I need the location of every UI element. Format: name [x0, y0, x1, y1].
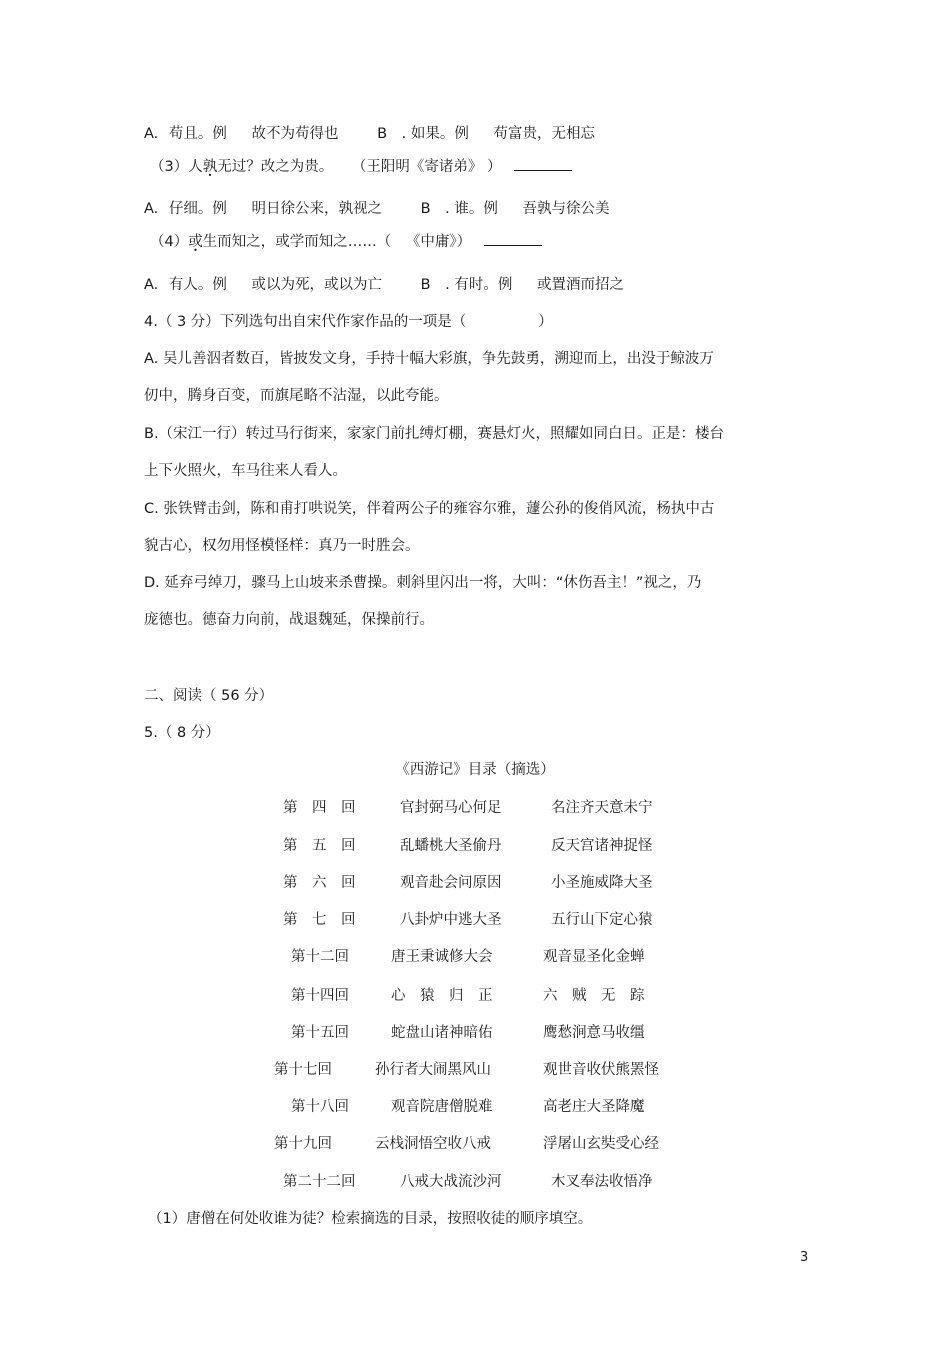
toc-chapter-number: 第 四 回 — [283, 800, 356, 816]
option-b-example: 苟富贵，无相忘 — [493, 126, 595, 142]
toc-left-title: 官封弼马心何足 — [400, 800, 502, 816]
option-a-label: A. — [144, 126, 159, 142]
option-a-text: 有人。例 — [168, 277, 227, 293]
toc-right-title: 五行山下定心猿 — [551, 912, 653, 928]
toc-chapter-number: 第 五 回 — [283, 838, 356, 854]
sub3-source: （王阳明《寄诸弟》 ） — [351, 159, 502, 175]
option-b-text: . 如果。例 — [401, 126, 469, 142]
q4-stem-end: ） — [538, 314, 553, 330]
toc-chapter-number: 第 六 回 — [283, 875, 356, 891]
q4-option-b-line2: 上下火照火，车马往来人看人。 — [144, 463, 347, 479]
toc-right-title: 观音显圣化金蝉 — [543, 949, 645, 965]
option-b-label: B — [420, 201, 431, 217]
toc-left-title: 蛇盘山诸神暗佑 — [391, 1025, 493, 1041]
section-heading: 二、阅读（ 56 分） — [144, 688, 274, 704]
toc-right-title: 木叉奉法收悟净 — [551, 1174, 653, 1190]
q4-option-d-line1: D. 延弃弓绰刀，骤马上山坡来杀曹操。刺斜里闪出一将，大叫：“休伤吾主！”视之，乃 — [144, 575, 702, 591]
toc-left-title: 云栈洞悟空收八戒 — [375, 1136, 491, 1152]
sub3-options-line — [144, 199, 610, 219]
q4-stem-text: 4.（ 3 分）下列选句出自宋代作家作品的一项是（ — [144, 314, 467, 330]
option-a-example: 明日徐公来，孰视之 — [251, 201, 382, 217]
sub3-dotted-char: 孰 — [202, 159, 218, 175]
q4-option-a-line1: A. 吴儿善泅者数百，皆披发文身，手持十幅大彩旗，争先鼓勇，溯迎而上，出没于鲸波万 — [144, 351, 714, 367]
toc-left-title: 八卦炉中逃大圣 — [400, 912, 502, 928]
toc-right-title: 反天宫诸神捉怪 — [551, 838, 653, 854]
toc-right-title: 名注齐天意未宁 — [551, 800, 653, 816]
option-b-example: 或置酒而招之 — [537, 277, 624, 293]
toc-chapter-number: 第十九回 — [274, 1136, 332, 1152]
q4-option-d-line2: 庞德也。德奋力向前，战退魏延，保操前行。 — [144, 612, 434, 628]
q4-option-c-line2: 貌古心，权勿用怪模怪样：真乃一时胜会。 — [144, 538, 420, 554]
option-a-text: 苟且。例 — [168, 126, 227, 142]
option-a-example: 或以为死，或以为亡 — [251, 277, 382, 293]
toc-left-title: 观音赴会问原因 — [400, 875, 502, 891]
toc-title: 《西游记》目录（摘选） — [395, 762, 555, 778]
q4-option-b-line1: B.（宋江一行）转过马行街来，家家门前扎缚灯棚，赛悬灯火，照耀如同白日。正是：楼台 — [144, 426, 725, 442]
question-5-stem: 5.（ 8 分） — [144, 725, 220, 741]
toc-chapter-number: 第二十二回 — [283, 1174, 356, 1190]
toc-chapter-number: 第十五回 — [291, 1025, 349, 1041]
sub4-options-line — [144, 275, 624, 295]
sub4-dotted-char: 或 — [188, 234, 203, 250]
toc-chapter-number: 第十四回 — [291, 988, 349, 1004]
toc-left-title: 孙行者大闹黑风山 — [375, 1062, 491, 1078]
answer-blank[interactable] — [484, 231, 542, 246]
option-a-example: 故不为苟得也 — [251, 126, 339, 142]
toc-right-title: 小圣施威降大圣 — [551, 875, 653, 891]
option-a-text: 仔细。例 — [168, 201, 227, 217]
toc-right-title: 六 贼 无 踪 — [543, 988, 645, 1004]
toc-left-title: 乱蟠桃大圣偷丹 — [400, 838, 502, 854]
q5-sub-question-1: （1）唐僧在何处收谁为徒？检索摘选的目录，按照收徒的顺序填空。 — [148, 1211, 593, 1227]
sub4-source: 《中庸》） — [405, 234, 472, 250]
sub4-prefix: （4） — [150, 234, 189, 250]
toc-chapter-number: 第十七回 — [274, 1062, 332, 1078]
option-b-text: . 谁。例 — [445, 201, 498, 217]
toc-left-title: 八戒大战流沙河 — [400, 1174, 502, 1190]
page-number: 3 — [800, 1250, 809, 1265]
toc-chapter-number: 第十八回 — [291, 1099, 349, 1115]
option-a-label: A. — [144, 201, 159, 217]
question-4-stem — [144, 312, 553, 332]
toc-right-title: 浮屠山玄奘受心经 — [543, 1136, 659, 1152]
option-b-text: . 有时。例 — [445, 277, 513, 293]
q4-option-c-line1: C. 张铁臂击剑，陈和甫打哄说笑，伴着两公子的雍容尔雅，蘧公孙的俊俏风流，杨执中古 — [144, 501, 715, 517]
sub4-text: 生而知之，或学而知之……（ — [202, 234, 392, 250]
toc-left-title: 观音院唐僧脱难 — [391, 1099, 493, 1115]
toc-chapter-number: 第十二回 — [291, 949, 349, 965]
option-b-label: B — [420, 277, 431, 293]
toc-left-title: 心 猿 归 正 — [391, 988, 493, 1004]
q3-options-line — [144, 124, 595, 144]
answer-blank[interactable] — [514, 156, 572, 171]
toc-left-title: 唐王秉诚修大会 — [391, 949, 493, 965]
toc-right-title: 高老庄大圣降魔 — [543, 1099, 645, 1115]
option-b-label: B — [377, 126, 388, 142]
sub3-prefix: （3）人 — [150, 159, 203, 175]
option-a-label: A. — [144, 277, 159, 293]
option-b-example: 吾孰与徐公美 — [522, 201, 610, 217]
toc-right-title: 鹰愁涧意马收缰 — [543, 1025, 645, 1041]
sub3-text: 无过？改之为贵。 — [217, 159, 334, 175]
sub-question-3 — [150, 156, 572, 177]
sub-question-4 — [150, 231, 542, 252]
q4-option-a-line2: 仞中，腾身百变，而旗尾略不沾湿，以此夸能。 — [144, 388, 449, 404]
toc-right-title: 观世音收伏熊罴怪 — [543, 1062, 659, 1078]
toc-chapter-number: 第 七 回 — [283, 912, 356, 928]
